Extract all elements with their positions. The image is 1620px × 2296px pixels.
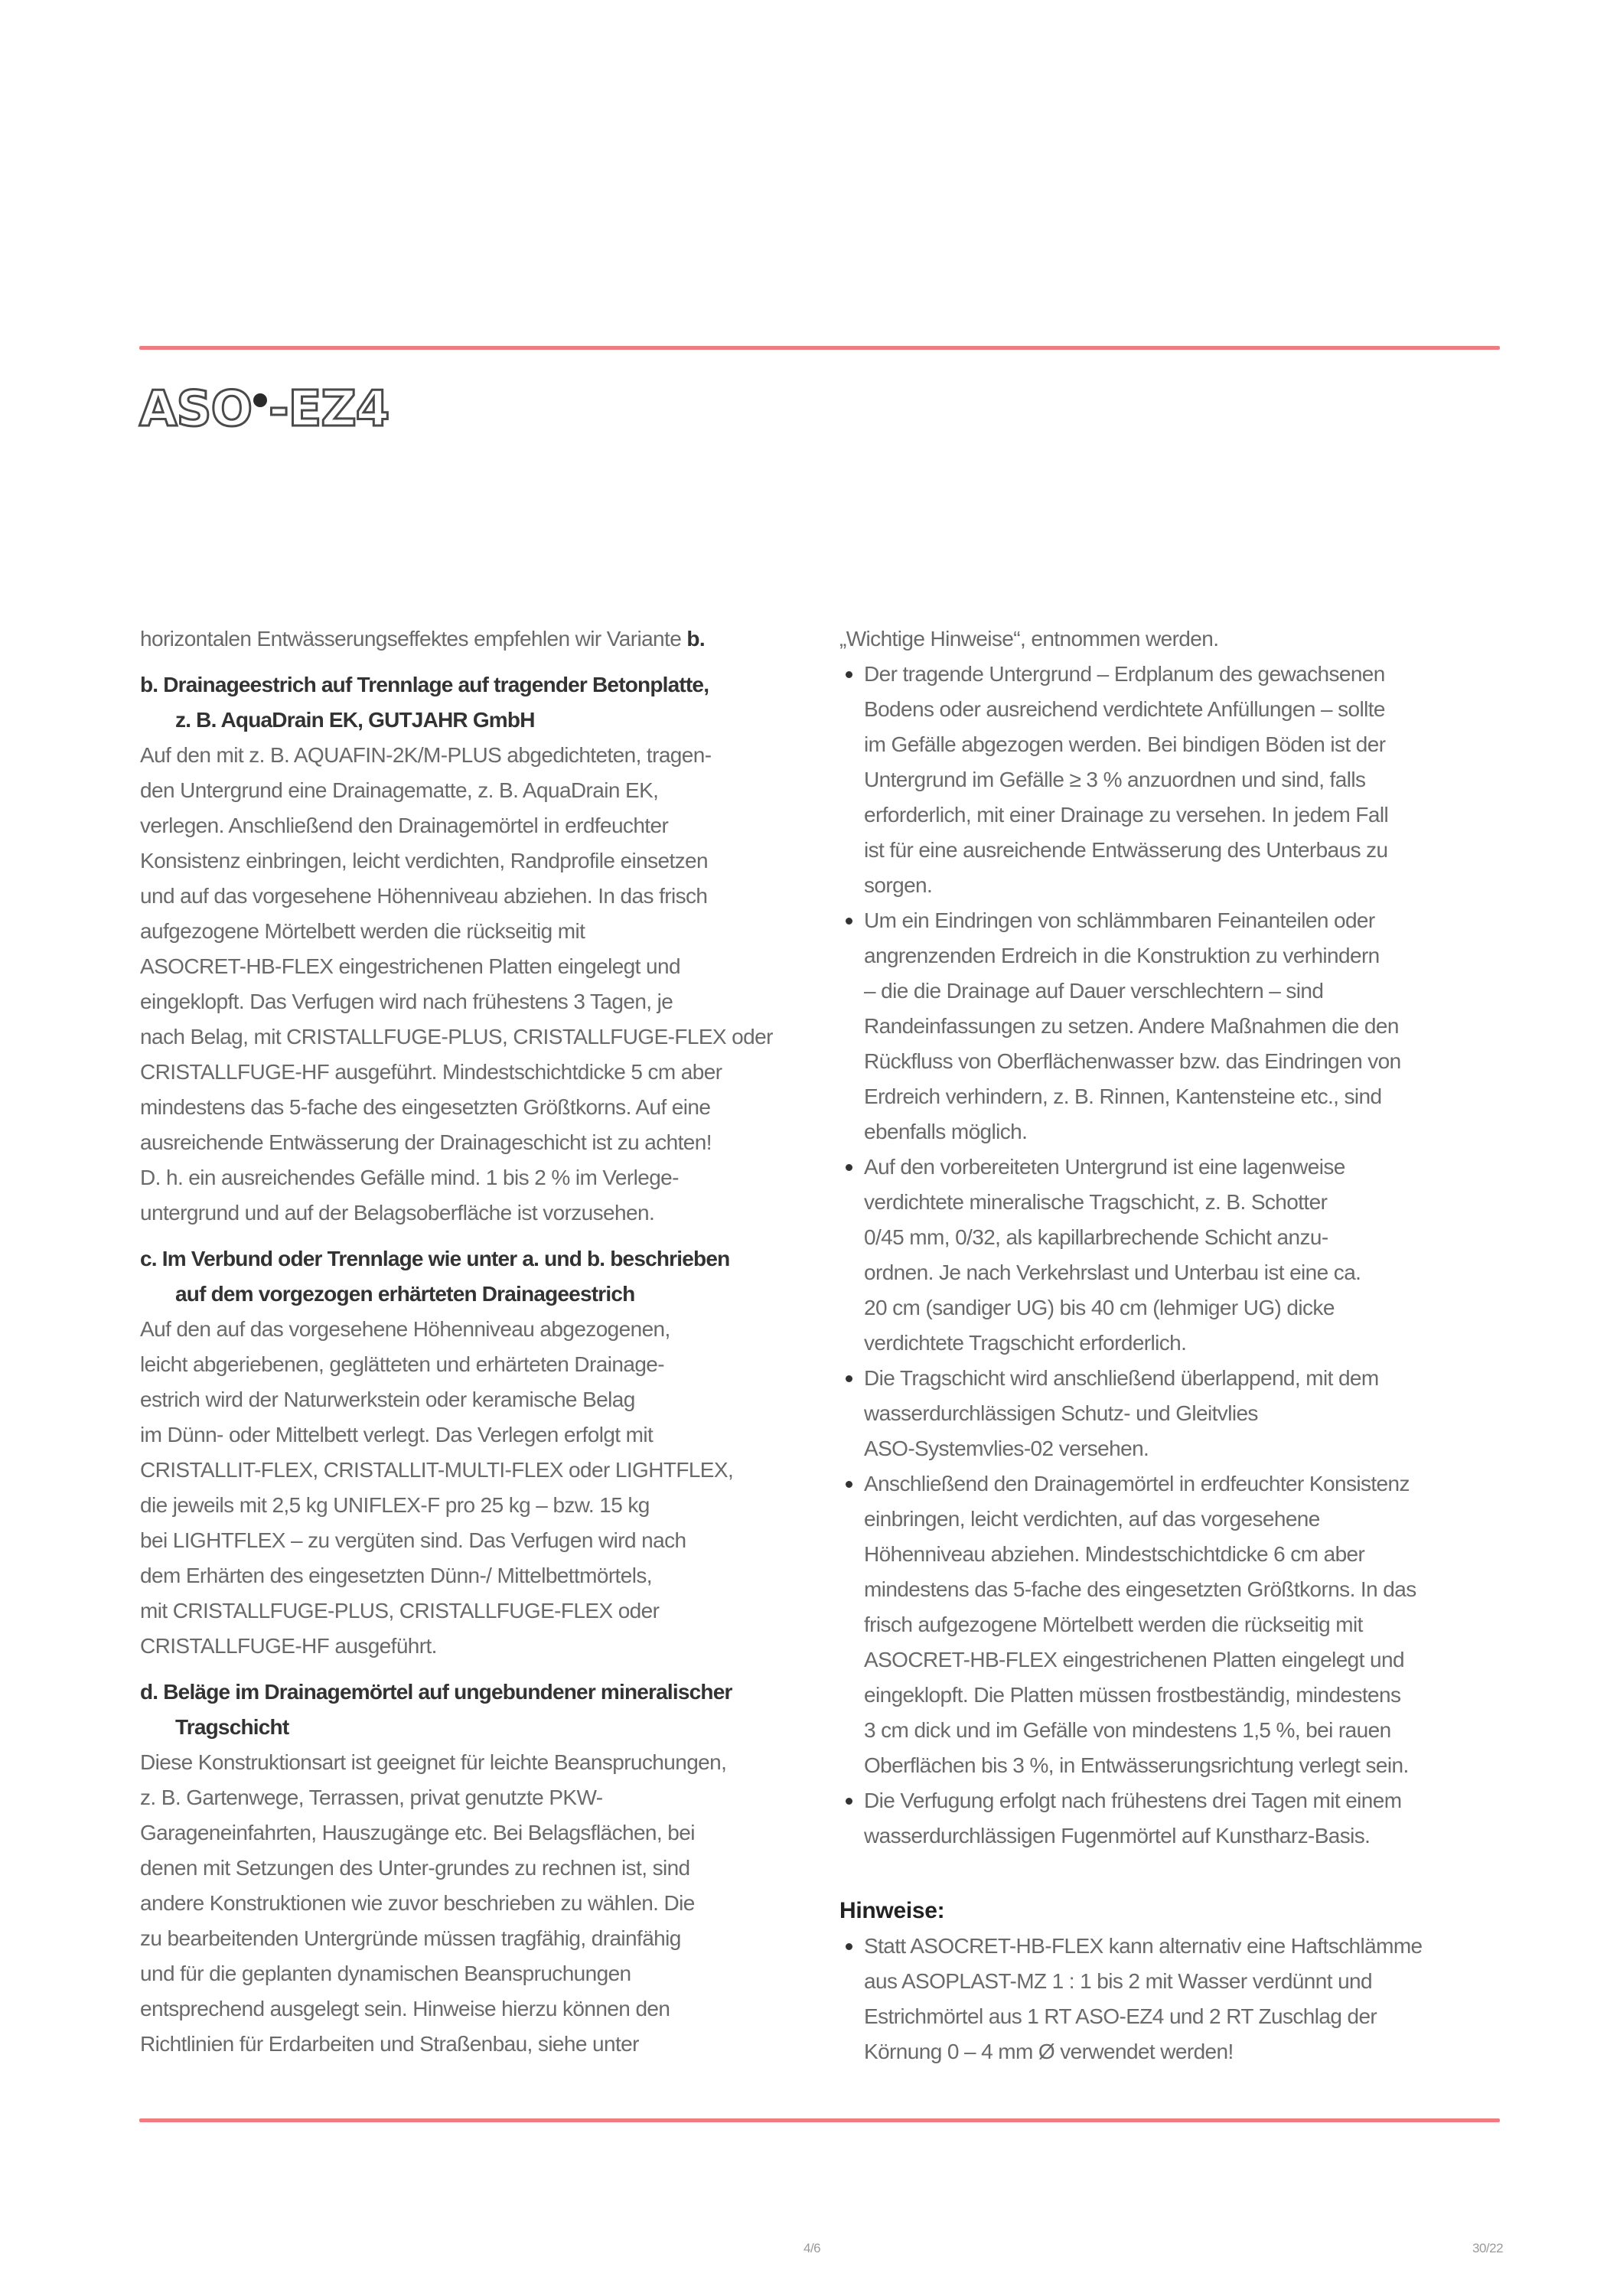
bullet-line: aus ASOPLAST-MZ 1 : 1 bis 2 mit Wasser verdünnt und (864, 1969, 1372, 1993)
section-body (140, 1745, 806, 2062)
list-item (839, 1466, 1498, 1783)
body-line: Auf den mit z. B. AQUAFIN-2K/M-PLUS abgedichteten, tragen- (140, 743, 712, 767)
bullet-line: ist für eine ausreichende Entwässerung des Unterbaus zu (864, 838, 1388, 862)
bullet-line: – die die Drainage auf Dauer verschlechtern – sind (864, 979, 1324, 1003)
bullet-line: ASOCRET-HB-FLEX eingestrichenen Platten eingelegt und (864, 1648, 1404, 1671)
bullet-line: Rückfluss von Oberflächenwasser bzw. das Eindringen von (864, 1049, 1401, 1073)
bullet-line: Statt ASOCRET-HB-FLEX kann alternativ eine Haftschlämme (864, 1934, 1423, 1958)
section-page-number: 4/6 (803, 2241, 821, 2255)
bullet-line: Estrichmörtel aus 1 RT ASO-EZ4 und 2 RT Zuschlag der (864, 2004, 1377, 2028)
bullet-line: erforderlich, mit einer Drainage zu versehen. In jedem Fall (864, 803, 1389, 827)
list-item (839, 1929, 1498, 2069)
logo-text-ez4: -EZ4 (269, 381, 390, 438)
bullet-line: wasserdurchlässigen Fugenmörtel auf Kunstharz-Basis. (864, 1824, 1371, 1848)
section-heading (140, 667, 806, 738)
bullet-line: Die Tragschicht wird anschließend überlappend, mit dem (864, 1366, 1379, 1390)
body-line: die jeweils mit 2,5 kg UNIFLEX-F pro 25 kg – bzw. 15 kg (140, 1493, 650, 1517)
intro-variant-ref: b. (686, 627, 706, 651)
bullet-line: Randeinfassungen zu setzen. Andere Maßnahmen die den (864, 1014, 1399, 1038)
bullet-line: ordnen. Je nach Verkehrslast und Unterbau ist eine ca. (864, 1261, 1361, 1284)
bullet-line: sorgen. (864, 873, 933, 897)
body-line: mit CRISTALLFUGE-PLUS, CRISTALLFUGE-FLEX oder (140, 1599, 660, 1623)
body-line: nach Belag, mit CRISTALLFUGE-PLUS, CRISTALLFUGE-FLEX oder (140, 1025, 773, 1049)
body-line: aufgezogene Mörtelbett werden die rückseitig mit (140, 919, 585, 943)
continued-intro-line: „Wichtige Hinweise“, entnommen werden. (839, 627, 1219, 651)
list-item (839, 1783, 1498, 1854)
heading-line: b. Drainageestrich auf Trennlage auf tragender Betonplatte, (140, 673, 709, 696)
bullet-line: Auf den vorbereiteten Untergrund ist eine lagenweise (864, 1155, 1345, 1179)
intro-paragraph (140, 621, 806, 657)
body-line: CRISTALLIT-FLEX, CRISTALLIT-MULTI-FLEX oder LIGHTFLEX, (140, 1458, 734, 1482)
body-line: im Dünn- oder Mittelbett verlegt. Das Verlegen erfolgt mit (140, 1423, 654, 1446)
body-line: andere Konstruktionen wie zuvor beschrieben zu wählen. Die (140, 1891, 695, 1915)
body-line: untergrund und auf der Belagsoberfläche ist vorzusehen. (140, 1201, 655, 1225)
body-line: ausreichende Entwässerung der Drainageschicht ist zu achten! (140, 1130, 712, 1154)
bullet-line: angrenzenden Erdreich in die Konstruktion zu verhindern (864, 944, 1380, 967)
body-line: den Untergrund eine Drainagematte, z. B. AquaDrain EK, (140, 778, 659, 802)
bullet-line: einbringen, leicht verdichten, auf das vorgesehene (864, 1507, 1320, 1531)
heading-line: c. Im Verbund oder Trennlage wie unter a. und b. beschrieben (140, 1247, 730, 1270)
section-body (140, 1312, 806, 1664)
body-line: ASOCRET-HB-FLEX eingestrichenen Platten eingelegt und (140, 954, 680, 978)
body-line: D. h. ein ausreichendes Gefälle mind. 1 bis 2 % im Verlege- (140, 1166, 679, 1189)
heading-line: auf dem vorgezogen erhärteten Drainageestrich (175, 1282, 635, 1306)
heading-line: Tragschicht (175, 1715, 289, 1739)
product-logo (139, 383, 389, 436)
body-line: verlegen. Anschließend den Drainagemörtel in erdfeuchter (140, 814, 669, 837)
bullet-line: Anschließend den Drainagemörtel in erdfeuchter Konsistenz (864, 1472, 1410, 1495)
body-line: entsprechend ausgelegt sein. Hinweise hierzu können den (140, 1997, 670, 2020)
intro-text: horizontalen Entwässerungseffektes empfehlen wir Variante (140, 627, 687, 651)
bullet-line: Oberflächen bis 3 %, in Entwässerungsrichtung verlegt sein. (864, 1753, 1409, 1777)
bullet-line: wasserdurchlässigen Schutz- und Gleitvlies (864, 1401, 1258, 1425)
section-body (140, 738, 806, 1231)
header-divider (139, 346, 1500, 350)
body-line: dem Erhärten des eingesetzten Dünn-/ Mittelbettmörtels, (140, 1564, 652, 1587)
bullet-line: Körnung 0 – 4 mm Ø verwendet werden! (864, 2040, 1234, 2063)
bullet-line: Höhenniveau abziehen. Mindestschichtdicke 6 cm aber (864, 1542, 1365, 1566)
bullet-line: eingeklopft. Die Platten müssen frostbeständig, mindestens (864, 1683, 1401, 1707)
bullet-line: verdichtete mineralische Tragschicht, z. B. Schotter (864, 1190, 1328, 1214)
body-line: und für die geplanten dynamischen Beanspruchungen (140, 1962, 631, 1985)
body-line: eingeklopft. Das Verfugen wird nach frühestens 3 Tagen, je (140, 990, 673, 1013)
body-line: bei LIGHTFLEX – zu vergüten sind. Das Verfugen wird nach (140, 1528, 686, 1552)
bullet-line: Um ein Eindringen von schlämmbaren Feinanteilen oder (864, 908, 1375, 932)
requirements-list (839, 657, 1498, 1854)
bullet-line: 0/45 mm, 0/32, als kapillarbrechende Schicht anzu- (864, 1225, 1328, 1249)
body-line: Diese Konstruktionsart ist geeignet für leichte Beanspruchungen, (140, 1750, 727, 1774)
body-line: CRISTALLFUGE-HF ausgeführt. (140, 1634, 437, 1658)
body-line: Garageneinfahrten, Hauszugänge etc. Bei Belagsflächen, bei (140, 1821, 695, 1844)
section-heading (140, 1241, 806, 1312)
body-line: z. B. Gartenwege, Terrassen, privat genutzte PKW- (140, 1786, 603, 1809)
bullet-line: Erdreich verhindern, z. B. Rinnen, Kantensteine etc., sind (864, 1084, 1382, 1108)
registered-mark-icon (253, 393, 267, 407)
notes-heading: Hinweise: (839, 1898, 945, 1923)
body-line: und auf das vorgesehene Höhenniveau abziehen. In das frisch (140, 884, 708, 908)
bullet-line: Die Verfugung erfolgt nach frühestens drei Tagen mit einem (864, 1789, 1402, 1812)
heading-line: z. B. AquaDrain EK, GUTJAHR GmbH (175, 708, 535, 732)
bullet-line: Bodens oder ausreichend verdichtete Anfüllungen – sollte (864, 697, 1385, 721)
body-line: denen mit Setzungen des Unter-grundes zu rechnen ist, sind (140, 1856, 690, 1880)
list-item (839, 903, 1498, 1150)
section-heading (140, 1675, 806, 1745)
bullet-line: verdichtete Tragschicht erforderlich. (864, 1331, 1187, 1355)
bullet-line: ASO-Systemvlies-02 versehen. (864, 1437, 1149, 1460)
bullet-line: mindestens das 5-fache des eingesetzten Größtkorns. In das (864, 1577, 1416, 1601)
list-item (839, 1361, 1498, 1466)
bullet-line: frisch aufgezogene Mörtelbett werden die rückseitig mit (864, 1613, 1363, 1636)
body-line: CRISTALLFUGE-HF ausgeführt. Mindestschichtdicke 5 cm aber (140, 1060, 722, 1084)
bullet-line: ebenfalls möglich. (864, 1120, 1028, 1143)
body-line: Konsistenz einbringen, leicht verdichten, Randprofile einsetzen (140, 849, 709, 872)
footer-divider (139, 2118, 1500, 2122)
body-line: leicht abgeriebenen, geglätteten und erhärteten Drainage- (140, 1352, 664, 1376)
section-c (140, 1241, 806, 1664)
notes-list (839, 1929, 1498, 2069)
bullet-line: Untergrund im Gefälle ≥ 3 % anzuordnen und sind, falls (864, 768, 1366, 791)
logo-text-aso: ASO (139, 381, 253, 438)
document-page-number: 30/22 (1472, 2241, 1504, 2255)
heading-line: d. Beläge im Drainagemörtel auf ungebundener mineralischer (140, 1680, 732, 1704)
section-d (140, 1675, 806, 2062)
bullet-line: im Gefälle abgezogen werden. Bei bindigen Böden ist der (864, 732, 1386, 756)
section-b (140, 667, 806, 1231)
body-line: Auf den auf das vorgesehene Höhenniveau abgezogenen, (140, 1317, 670, 1341)
list-item (839, 657, 1498, 903)
bullet-line: Der tragende Untergrund – Erdplanum des gewachsenen (864, 662, 1385, 686)
bullet-line: 3 cm dick und im Gefälle von mindestens 1,5 %, bei rauen (864, 1718, 1391, 1742)
left-column (140, 621, 806, 2062)
list-item (839, 1150, 1498, 1361)
right-column (839, 621, 1498, 2069)
body-line: estrich wird der Naturwerkstein oder keramische Belag (140, 1388, 635, 1411)
body-line: mindestens das 5-fache des eingesetzten Größtkorns. Auf eine (140, 1095, 711, 1119)
bullet-line: 20 cm (sandiger UG) bis 40 cm (lehmiger UG) dicke (864, 1296, 1335, 1319)
body-line: Richtlinien für Erdarbeiten und Straßenbau, siehe unter (140, 2032, 639, 2056)
body-line: zu bearbeitenden Untergründe müssen tragfähig, drainfähig (140, 1926, 681, 1950)
